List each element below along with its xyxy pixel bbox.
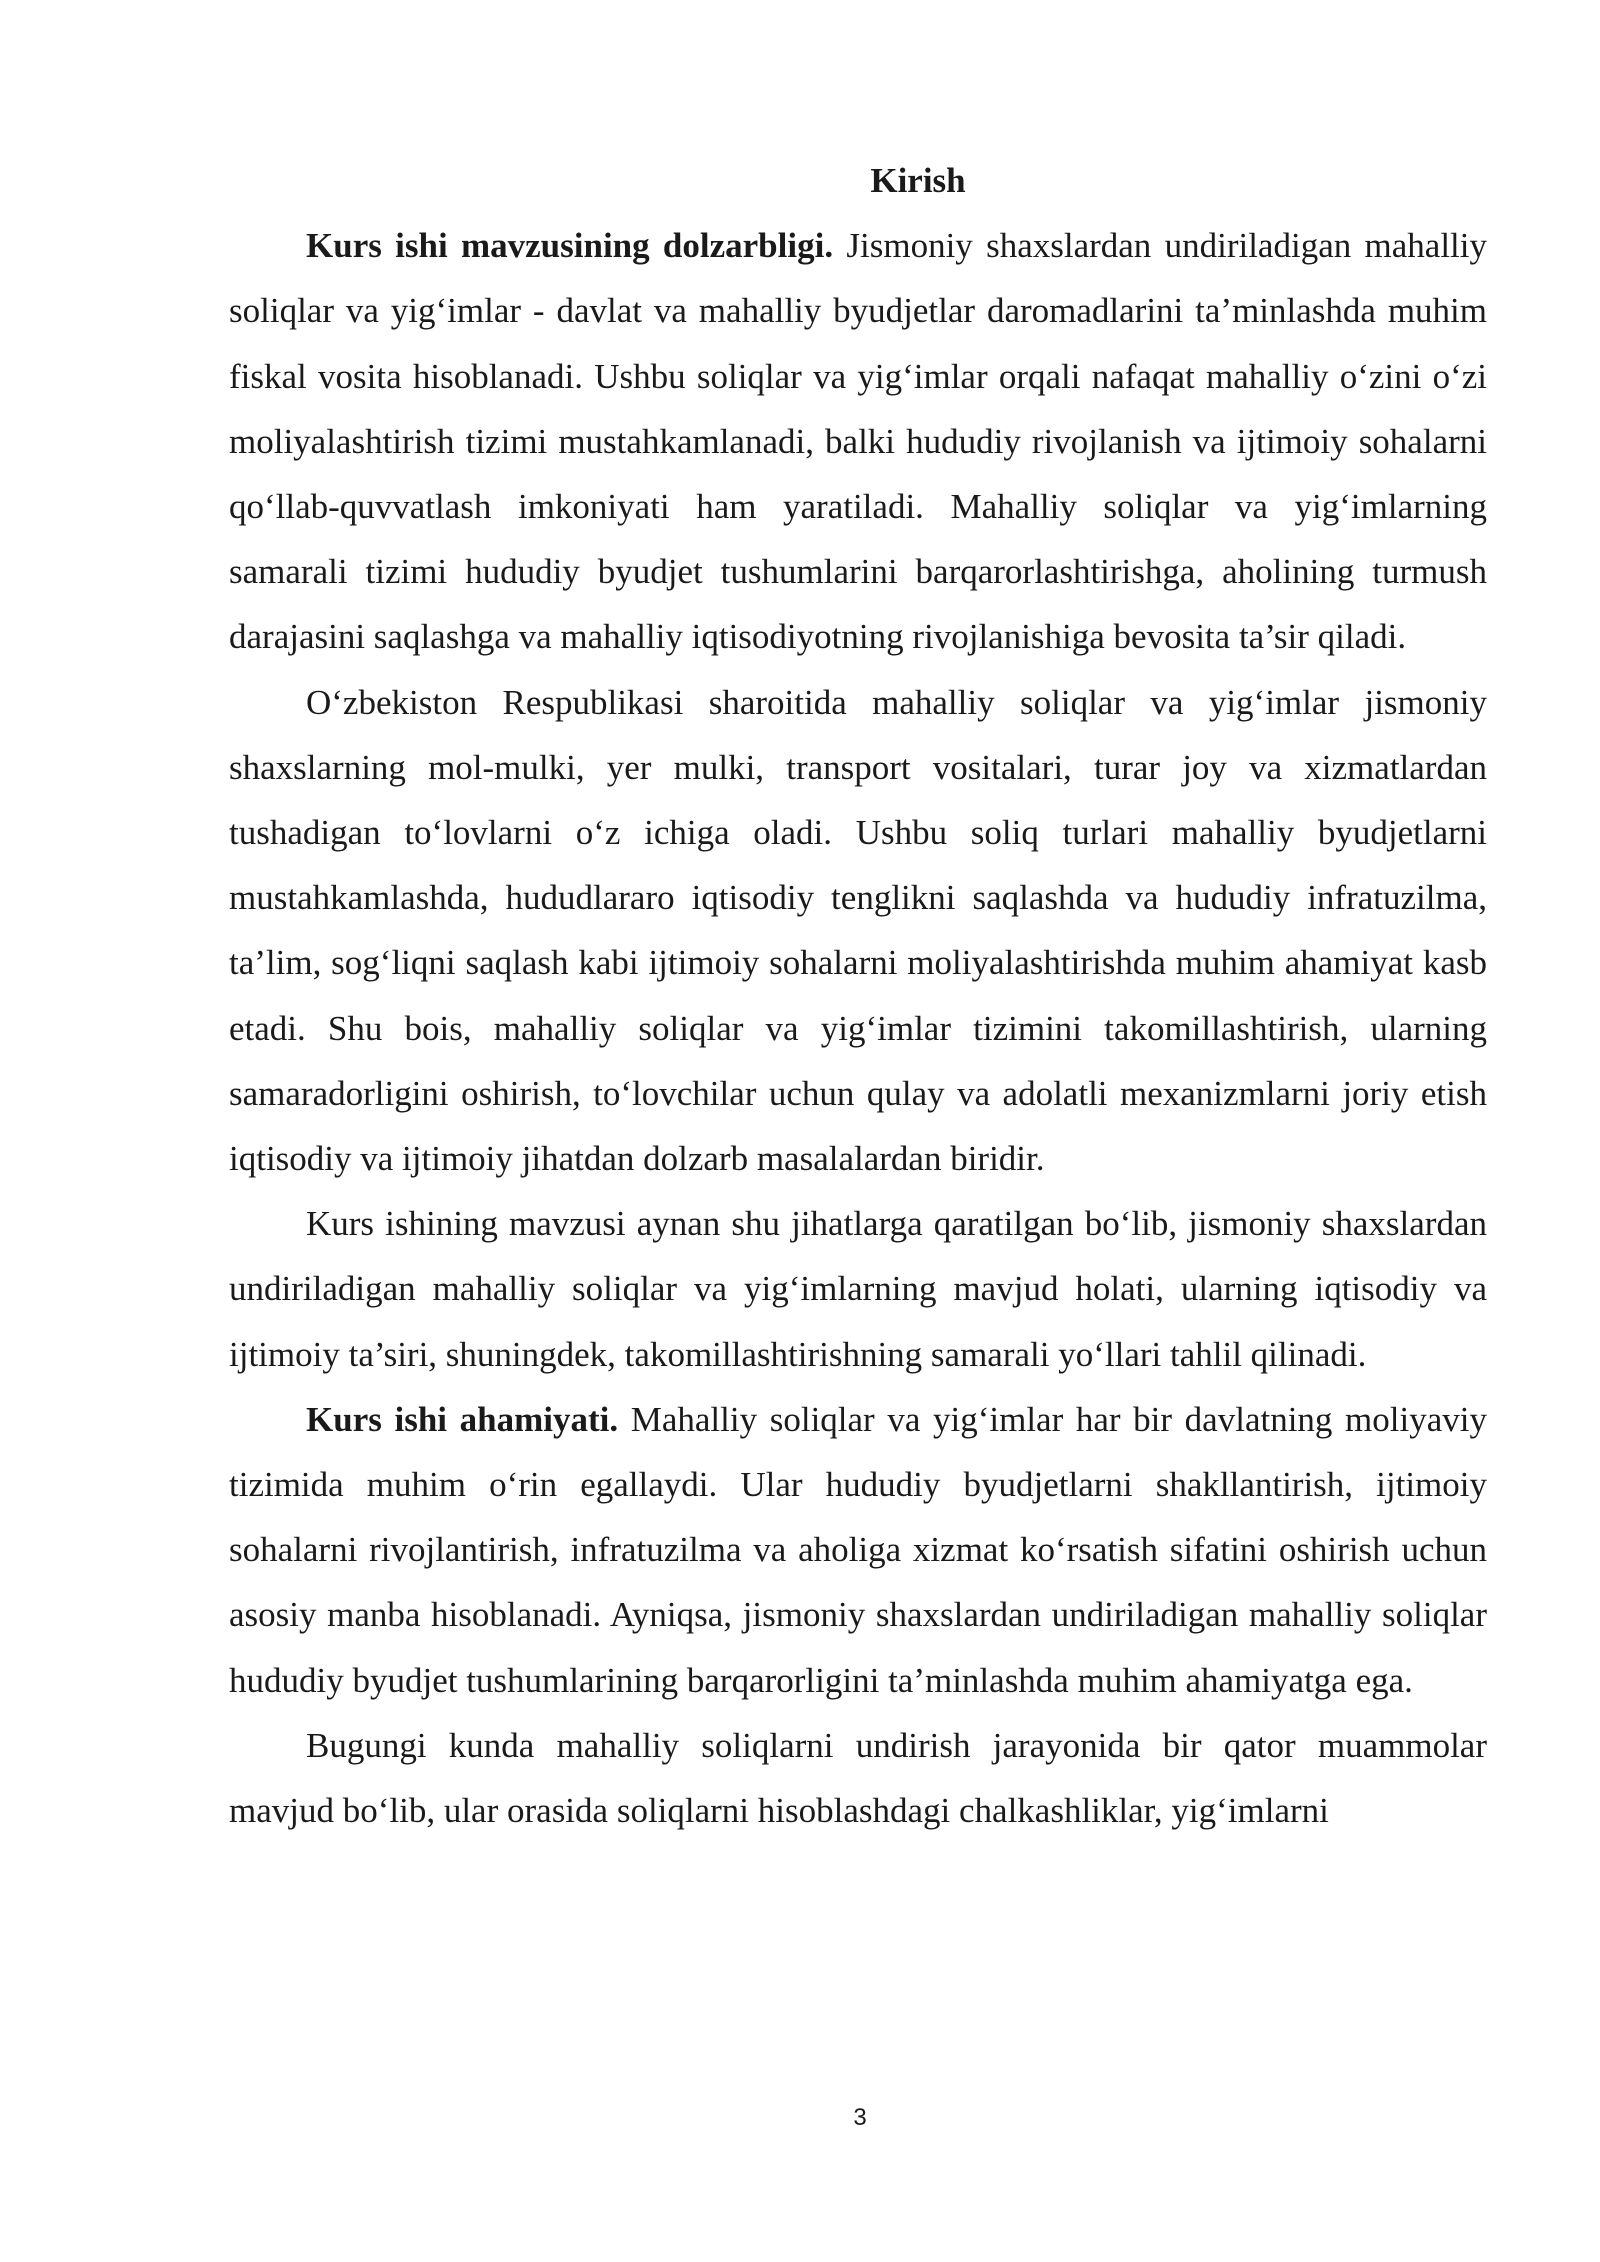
paragraph-lead-importance: Kurs ishi ahamiyati. xyxy=(306,1399,619,1439)
page-content xyxy=(229,148,1487,1843)
paragraph-problems xyxy=(229,1713,1487,1843)
paragraph-lead-relevance: Kurs ishi mavzusining dolzarbligi. xyxy=(306,226,834,266)
paragraph-text-topic: Kurs ishining mavzusi aynan shu jihatlarga qaratilgan bo‘lib, jismoniy shaxslardan undiriladigan mahalliy soliqlar va yig‘imlarning mavjud holati, ularning iqtisodiy va ijtimoiy ta’siri, shuningdek, takomillashtirishning samarali yo‘llari tahlil qilinadi. xyxy=(229,1204,1487,1374)
paragraph-uzbekistan xyxy=(229,670,1487,1192)
paragraph-importance xyxy=(229,1387,1487,1713)
paragraph-relevance xyxy=(229,213,1487,669)
paragraph-text-problems: Bugungi kunda mahalliy soliqlarni undirish jarayonida bir qator muammolar mavjud bo‘lib, ular orasida soliqlarni hisoblashdagi chalkashliklar, yig‘imlarni xyxy=(229,1725,1487,1831)
paragraph-text-relevance: Jismoniy shaxslardan undiriladigan mahalliy soliqlar va yig‘imlar - davlat va mahalliy byudjetlar daromadlarini ta’minlashda muhim fiskal vosita hisoblanadi. Ushbu soliqlar va yig‘imlar orqali nafaqat mahalliy o‘zini o‘zi moliyalashtirish tizimi mustahkamlanadi, balki hududiy rivojlanish va ijtimoiy sohalarni qo‘llab-quvvatlash imkoniyati ham yaratiladi. Mahalliy soliqlar va yig‘imlarning samarali tizimi hududiy byudjet tushumlarini barqarorlashtirishga, aholining turmush darajasini saqlashga va mahalliy iqtisodiyotning rivojlanishiga bevosita ta’sir qiladi. xyxy=(229,226,1487,657)
paragraph-text-importance: Mahalliy soliqlar va yig‘imlar har bir davlatning moliyaviy tizimida muhim o‘rin egallaydi. Ular hududiy byudjetlarni shakllantirish, ijtimoiy sohalarni rivojlantirish, infratuzilma va aholiga xizmat ko‘rsatish sifatini oshirish uchun asosiy manba hisoblanadi. Ayniqsa, jismoniy shaxslardan undiriladigan mahalliy soliqlar hududiy byudjet tushumlarining barqarorligini ta’minlashda muhim ahamiyatga ega. xyxy=(229,1399,1487,1700)
section-heading: Kirish xyxy=(870,161,966,200)
paragraph-topic xyxy=(229,1191,1487,1387)
page-number: 3 xyxy=(853,2104,867,2131)
paragraph-text-uzbekistan: O‘zbekiston Respublikasi sharoitida mahalliy soliqlar va yig‘imlar jismoniy shaxslarning mol-mulki, yer mulki, transport vositalari, turar joy va xizmatlardan tushadigan to‘lovlarni o‘z ichiga oladi. Ushbu soliq turlari mahalliy byudjetlarni mustahkamlashda, hududlararo iqtisodiy tenglikni saqlashda va hududiy infratuzilma, ta’lim, sog‘liqni saqlash kabi ijtimoiy sohalarni moliyalashtirishda muhim ahamiyat kasb etadi. Shu bois, mahalliy soliqlar va yig‘imlar tizimini takomillashtirish, ularning samaradorligini oshirish, to‘lovchilar uchun qulay va adolatli mexanizmlarni joriy etish iqtisodiy va ijtimoiy jihatdan dolzarb masalalardan biridir. xyxy=(229,682,1487,1179)
